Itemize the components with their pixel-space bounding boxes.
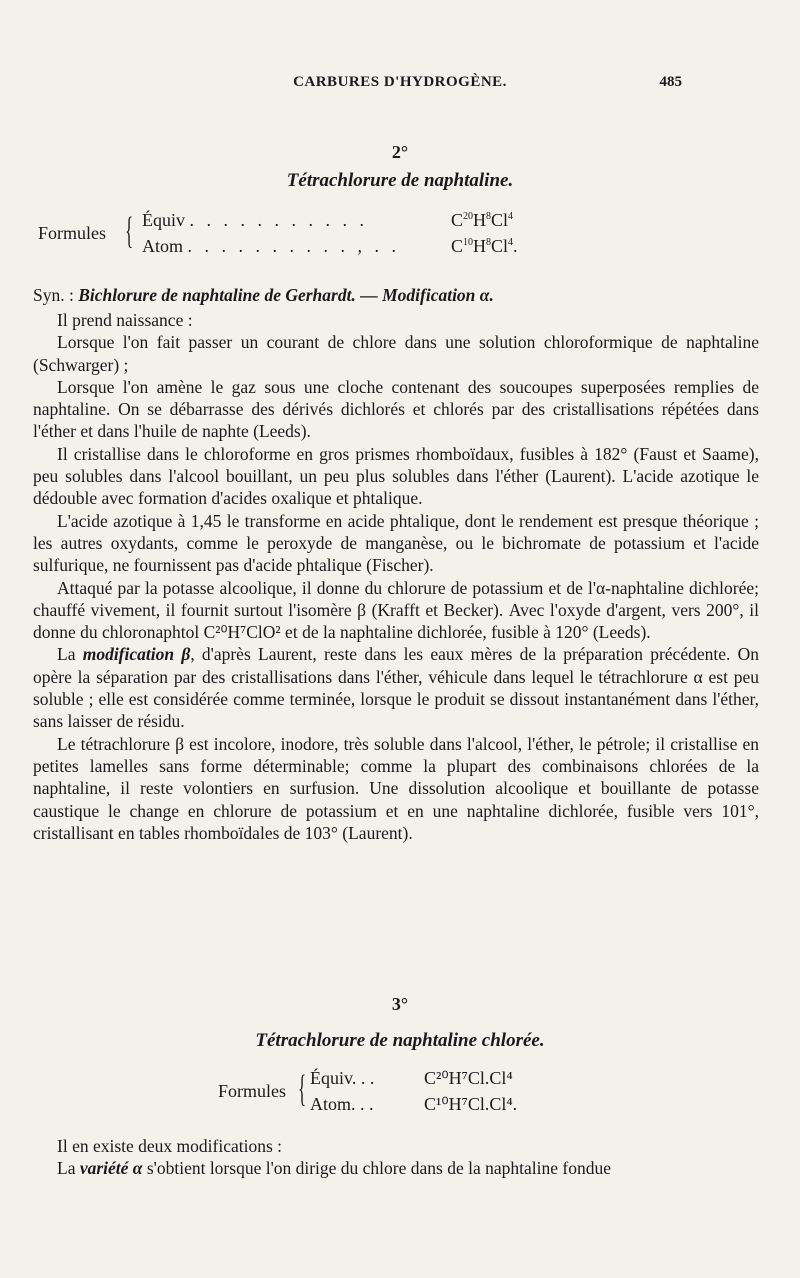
synonym-line bbox=[33, 285, 494, 306]
formula-chem: C²⁰H⁷Cl.Cl⁴ bbox=[424, 1068, 513, 1088]
paragraph: Il prend naissance : bbox=[57, 310, 193, 330]
paragraph: Il cristallise dans le chloroforme en gros prismes rhomboïdaux, fusibles à 182° (Faust et Saame), peu solubles dans l'alcool bouillant, un peu plus solubles dans l'éther (Laurent). L'acide azotique le dédouble avec formation d'acides oxalique et phtalique. bbox=[33, 443, 759, 509]
paragraph: Lorsque l'on amène le gaz sous une cloche contenant des soucoupes superposées remplies de naphtaline. On se débarrasse des dérivés dichlorés et chlorés par des cristallisations répétées dans l'éther et dans l'huile de naphte (Leeds). bbox=[33, 376, 759, 442]
formula-block bbox=[38, 210, 538, 260]
formula-name: Équiv bbox=[142, 210, 185, 230]
paragraph: L'acide azotique à 1,45 le transforme en acide phtalique, dont le rendement est presque théorique ; les autres oxydants, comme le peroxyde de manganèse, ou le bichromate de potassium et l'acide sulfurique, ne fournissent pas d'acide phtalique (Fischer). bbox=[33, 510, 759, 576]
paragraph: Le tétrachlorure β est incolore, inodore, très soluble dans l'alcool, l'éther, le pétrole; il cristallise en petites lamelles sans forme déterminable; comme la plupart des combinaisons chlorées de la naphtaline, il reste volontiers en surfusion. Une dissolution alcoolique et bouillante de potasse caustique le change en chlorure de potassium et en une naphtaline dichlorée, fusible vers 101°, cristallisant en tables rhomboïdales de 103° (Laurent). bbox=[33, 733, 759, 843]
section-number: 3° bbox=[391, 994, 409, 1014]
paragraph-modification: La modification β, d'après Laurent, reste dans les eaux mères de la préparation précédente. On opère la séparation par des cristallisations dans l'éther, véhicule dans lequel le tétrachlorure α est peu soluble ; elle est considérée comme terminée, lorsque le produit se dissout instantanément dans l'éther, sans laisser de résidu. bbox=[33, 644, 759, 732]
paragraph-variety: La variété α s'obtient lorsque l'on dirige du chlore dans de la naphtaline fondue bbox=[57, 1158, 611, 1179]
formula-row-equiv bbox=[142, 210, 514, 231]
formulas-label: Formules bbox=[218, 1081, 287, 1101]
page-number: 485 bbox=[659, 74, 682, 90]
syn-prefix: Syn. : bbox=[33, 285, 74, 305]
formula-block bbox=[218, 1068, 618, 1118]
section-title: Tétrachlorure de naphtaline. bbox=[286, 170, 514, 191]
formula-dots: . . . . . . . . . . . bbox=[189, 210, 368, 230]
paragraph: Lorsque l'on fait passer un courant de chlore dans une solution chloroformique de naphtaline (Schwarger) ; bbox=[33, 332, 759, 375]
formula-name: Atom. . . bbox=[310, 1094, 374, 1114]
section-number: 2° bbox=[391, 142, 409, 162]
formula-name: Atom bbox=[142, 236, 184, 256]
formula-chem: C¹⁰H⁷Cl.Cl⁴. bbox=[424, 1094, 518, 1114]
formula-row-atom bbox=[142, 236, 518, 257]
formula-row-equiv bbox=[310, 1068, 513, 1089]
formula-chem: $C^{20}H^8Cl^4$ bbox=[451, 210, 514, 230]
paragraph: Attaqué par la potasse alcoolique, il donne du chlorure de potassium et de l'α-naphtaline dichlorée; chauffé vivement, il fournit surtout l'isomère β (Krafft et Becker). Avec l'oxyde d'argent, vers 200°, il donne du chloronaphtol C²⁰H⁷ClO² et de la naphtaline dichlorée, fusible à 120° (Leeds). bbox=[33, 577, 759, 643]
brace-icon: { bbox=[298, 1068, 307, 1110]
section3-body bbox=[33, 1135, 759, 1180]
syn-text: Bichlorure de naphtaline de Gerhardt. — Modification α. bbox=[78, 285, 494, 305]
formula-row-atom bbox=[310, 1094, 518, 1115]
section2-body bbox=[33, 309, 759, 844]
formula-dots: . . . . . . . . . . , . . bbox=[187, 236, 401, 256]
section-title: Tétrachlorure de naphtaline chlorée. bbox=[255, 1030, 545, 1051]
formula-name: Équiv. . . bbox=[310, 1068, 375, 1088]
brace-icon: { bbox=[125, 210, 134, 252]
running-title: CARBURES D'HYDROGÈNE. bbox=[293, 74, 507, 90]
running-header bbox=[0, 74, 800, 98]
formula-chem: $C^{10}H^8Cl^4$. bbox=[451, 236, 518, 256]
formulas-label: Formules bbox=[38, 223, 107, 243]
paragraph: Il en existe deux modifications : bbox=[57, 1136, 283, 1156]
